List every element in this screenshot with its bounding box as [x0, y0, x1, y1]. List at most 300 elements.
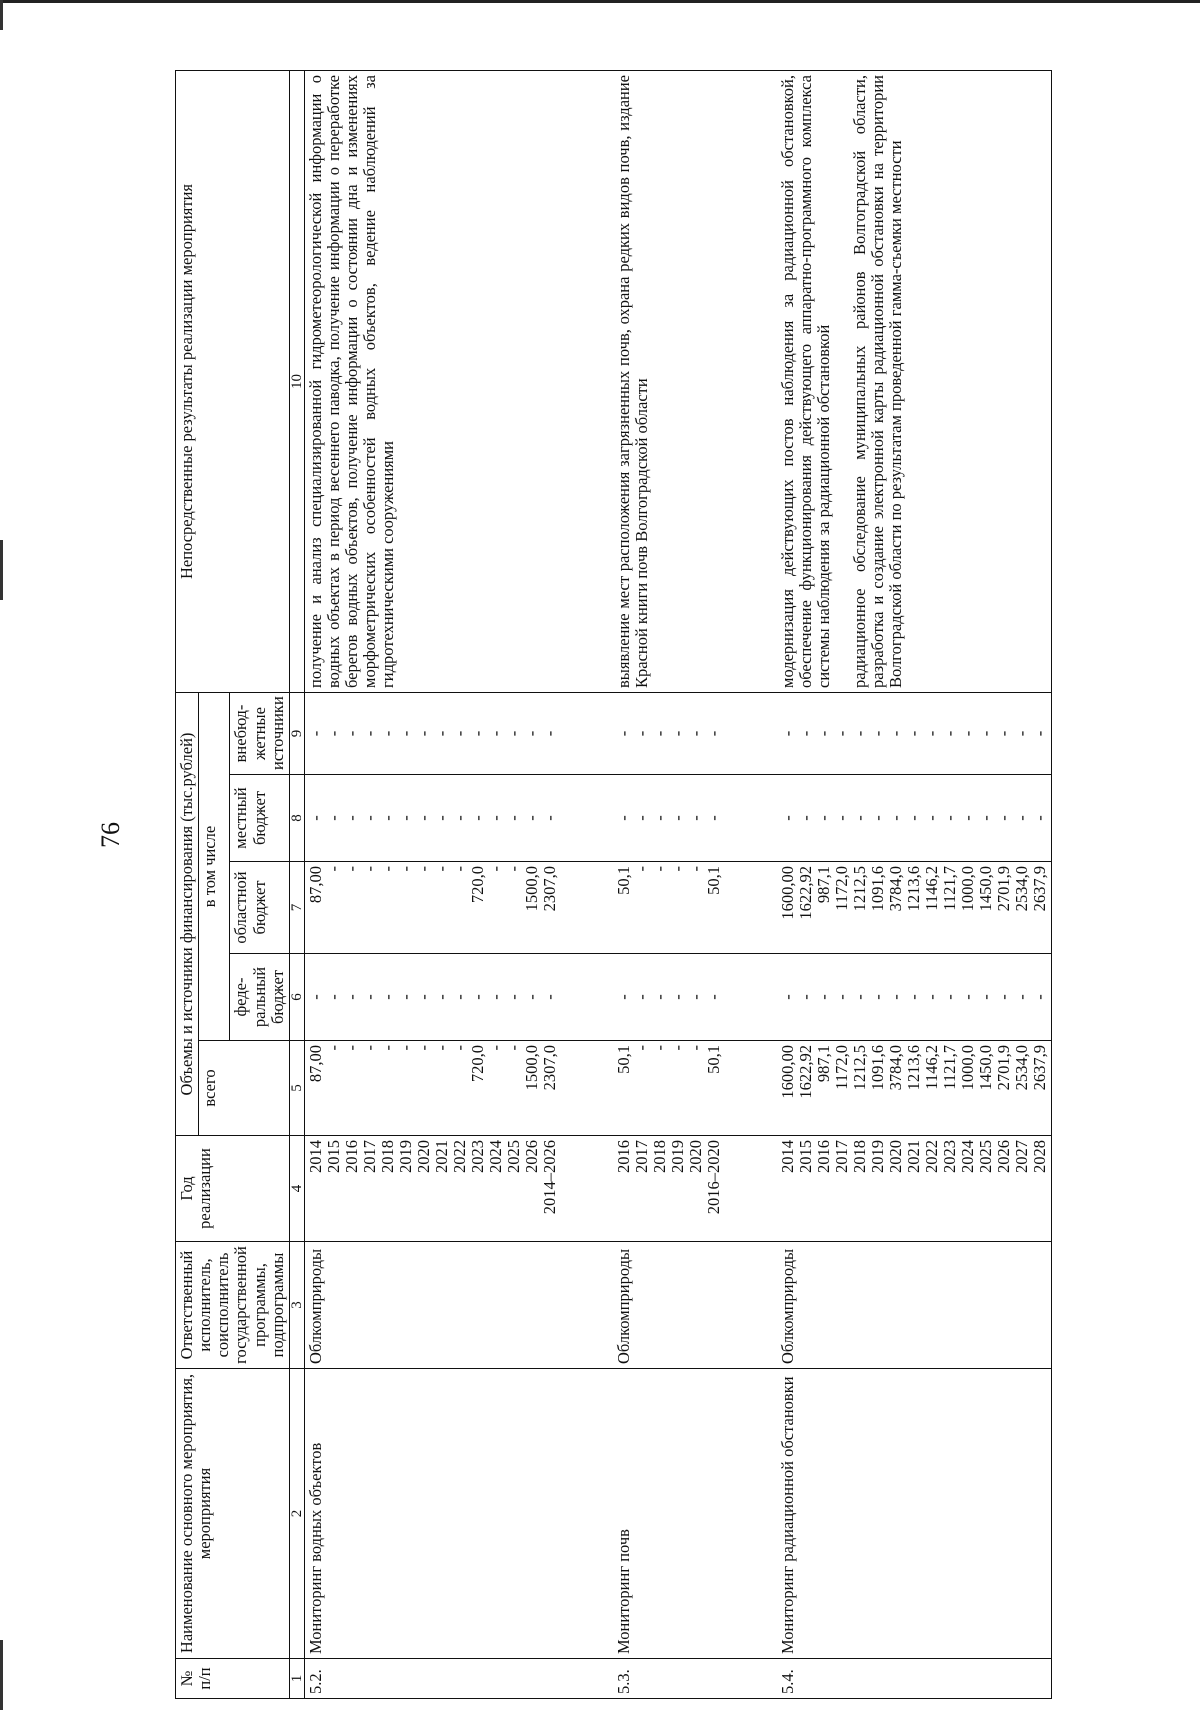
local-value: -: [413, 815, 433, 821]
total-value: -: [377, 1045, 397, 1051]
local-value: -: [685, 815, 705, 821]
federal-value: -: [449, 994, 469, 1000]
local-value: -: [305, 815, 325, 821]
year-value: 2020: [685, 1140, 705, 1173]
offbudget-value: -: [813, 730, 833, 737]
regional-value: 1091,6: [867, 866, 887, 912]
row-gap: [561, 71, 613, 1699]
total-value: -: [631, 1045, 651, 1051]
local-value: -: [957, 815, 977, 821]
offbudget-value: -: [413, 730, 433, 737]
federal-value: -: [777, 994, 797, 1000]
year-value: 2017: [631, 1140, 651, 1173]
header-name: Наименование основного мероприятия, мероприятия: [176, 1369, 290, 1659]
year-list: [615, 1140, 723, 1237]
offbudget-value: -: [359, 730, 379, 737]
local-value: -: [323, 815, 343, 821]
year-value: 2018: [377, 1140, 397, 1173]
local-value: -: [703, 815, 723, 821]
regional-value: 1622,92: [795, 866, 815, 920]
header-executor: Ответственный исполнитель, соисполнитель государственной программы, подпрограммы: [176, 1242, 290, 1369]
offbudget-value: -: [467, 730, 487, 737]
total-value: -: [431, 1045, 451, 1051]
federal-list: [615, 958, 723, 1036]
local-value: -: [377, 815, 397, 821]
federal-value: -: [1011, 994, 1031, 1000]
federal-value: -: [1029, 994, 1049, 1000]
year-value: 2022: [921, 1140, 941, 1173]
total-value: 2637,9: [1029, 1045, 1049, 1091]
header-results: Непосредственные результаты реализации мероприятия: [176, 71, 290, 693]
regional-value: 3784,0: [885, 866, 905, 912]
offbudget-value: -: [539, 730, 559, 737]
regional-value: 1146,2: [921, 866, 941, 911]
gap-cell: [561, 693, 613, 775]
offbudget-cell: [613, 693, 725, 775]
local-value: -: [467, 815, 487, 821]
total-value: -: [449, 1045, 469, 1051]
federal-value: -: [903, 994, 923, 1000]
column-number: 3: [289, 1242, 304, 1369]
year-value: 2026: [993, 1140, 1013, 1173]
local-value: -: [1011, 815, 1031, 821]
local-cell: [304, 775, 561, 862]
year-value: 2015: [323, 1140, 343, 1173]
federal-value: -: [795, 994, 815, 1000]
year-value: 2014–2026: [539, 1140, 559, 1215]
local-value: -: [539, 815, 559, 821]
total-value: -: [667, 1045, 687, 1051]
gap-cell: [561, 1369, 613, 1659]
total-value: 1622,92: [795, 1045, 815, 1099]
local-value: -: [431, 815, 451, 821]
year-value: 2017: [831, 1140, 851, 1173]
year-value: 2018: [849, 1140, 869, 1173]
result-cell: [304, 71, 561, 693]
scan-edge-tick: [0, 0, 3, 30]
total-value: -: [341, 1045, 361, 1051]
local-value: -: [885, 815, 905, 821]
federal-value: -: [703, 994, 723, 1000]
federal-value: -: [503, 994, 523, 1000]
local-list: [307, 779, 559, 857]
regional-value: -: [485, 866, 505, 872]
regional-list: [615, 866, 723, 949]
federal-value: -: [849, 994, 869, 1000]
offbudget-list: [307, 697, 559, 770]
year-value: 2025: [975, 1140, 995, 1173]
local-value: -: [521, 815, 541, 821]
regional-list: [779, 866, 1049, 949]
local-value: -: [485, 815, 505, 821]
offbudget-value: -: [867, 730, 887, 737]
federal-value: -: [649, 994, 669, 1000]
local-value: -: [359, 815, 379, 821]
offbudget-cell: [304, 693, 561, 775]
regional-value: -: [431, 866, 451, 872]
offbudget-value: -: [957, 730, 977, 737]
gap-cell: [725, 1659, 777, 1699]
year-list: [779, 1140, 1049, 1237]
executor-name: Облкомприроды: [613, 1242, 725, 1369]
federal-value: -: [813, 994, 833, 1000]
year-value: 2028: [1029, 1140, 1049, 1173]
local-value: -: [631, 815, 651, 821]
offbudget-value: -: [613, 730, 633, 737]
total-value: 1091,6: [867, 1045, 887, 1091]
year-value: 2016: [613, 1140, 633, 1173]
local-value: -: [921, 815, 941, 821]
gap-cell: [561, 1659, 613, 1699]
row-number: 5.4.: [777, 1659, 1052, 1699]
column-number: 7: [289, 862, 304, 954]
offbudget-value: -: [667, 730, 687, 737]
year-value: 2016: [341, 1140, 361, 1173]
local-value: -: [975, 815, 995, 821]
column-numbers-row: [289, 71, 304, 1699]
federal-value: -: [993, 994, 1013, 1000]
total-value: 1212,5: [849, 1045, 869, 1091]
offbudget-value: -: [341, 730, 361, 737]
gap-cell: [561, 862, 613, 954]
federal-value: -: [831, 994, 851, 1000]
offbudget-value: -: [831, 730, 851, 737]
regional-value: 1212,5: [849, 866, 869, 912]
gap-cell: [725, 71, 777, 693]
column-number: 9: [289, 693, 304, 775]
offbudget-value: -: [521, 730, 541, 737]
year-cell: [777, 1136, 1052, 1242]
offbudget-value: -: [903, 730, 923, 737]
local-value: -: [649, 815, 669, 821]
local-cell: [777, 775, 1052, 862]
column-number: 1: [289, 1659, 304, 1699]
offbudget-value: -: [993, 730, 1013, 737]
offbudget-list: [779, 697, 1049, 770]
local-value: -: [903, 815, 923, 821]
regional-value: -: [449, 866, 469, 872]
federal-cell: [304, 954, 561, 1041]
federal-value: -: [359, 994, 379, 1000]
total-value: 720,0: [467, 1045, 487, 1083]
result-text: радиационное обследование муниципальных районов Волгоградской области, разработка и создание электронной карты радиационной обстановки на территории Волгоградской области по результатам проведенной гамма-съемки местности: [849, 75, 905, 688]
federal-value: -: [975, 994, 995, 1000]
federal-list: [779, 958, 1049, 1036]
offbudget-list: [615, 697, 723, 770]
offbudget-value: -: [939, 730, 959, 737]
offbudget-value: -: [885, 730, 905, 737]
year-value: 2020: [885, 1140, 905, 1173]
federal-value: -: [341, 994, 361, 1000]
local-list: [615, 779, 723, 857]
regional-value: 2307,0: [539, 866, 559, 912]
year-value: 2020: [413, 1140, 433, 1173]
regional-value: 2534,0: [1011, 866, 1031, 912]
top-scan-edge: [0, 0, 1200, 3]
column-number: 5: [289, 1041, 304, 1136]
gap-cell: [725, 1136, 777, 1242]
year-value: 2023: [939, 1140, 959, 1173]
year-value: 2021: [903, 1140, 923, 1173]
header-no: № п/п: [176, 1659, 290, 1699]
year-cell: [304, 1136, 561, 1242]
federal-value: -: [685, 994, 705, 1000]
offbudget-value: -: [377, 730, 397, 737]
federal-value: -: [867, 994, 887, 1000]
row-number: 5.2.: [304, 1659, 561, 1699]
page-number: 76: [96, 822, 125, 848]
federal-value: -: [667, 994, 687, 1000]
regional-value: -: [341, 866, 361, 872]
gap-cell: [561, 71, 613, 693]
column-number: 10: [289, 71, 304, 693]
total-list: [307, 1045, 559, 1131]
year-value: 2025: [503, 1140, 523, 1173]
regional-value: 2701,9: [993, 866, 1013, 912]
federal-value: -: [539, 994, 559, 1000]
gap-cell: [561, 1136, 613, 1242]
year-value: 2024: [957, 1140, 977, 1173]
total-value: 1500,0: [521, 1045, 541, 1091]
local-value: -: [993, 815, 1013, 821]
gap-cell: [725, 693, 777, 775]
column-number: 2: [289, 1369, 304, 1659]
offbudget-value: -: [975, 730, 995, 737]
year-value: 2021: [431, 1140, 451, 1173]
regional-value: 50,1: [613, 866, 633, 895]
total-value: -: [685, 1045, 705, 1051]
gap-cell: [725, 1369, 777, 1659]
offbudget-value: -: [395, 730, 415, 737]
year-value: 2014: [305, 1140, 325, 1173]
year-value: 2019: [395, 1140, 415, 1173]
year-value: 2019: [867, 1140, 887, 1173]
offbudget-value: -: [649, 730, 669, 737]
total-value: 1146,2: [921, 1045, 941, 1090]
federal-value: -: [957, 994, 977, 1000]
executor-name: Облкомприроды: [304, 1242, 561, 1369]
total-value: 1600,00: [777, 1045, 797, 1099]
gap-cell: [725, 862, 777, 954]
regional-value: -: [395, 866, 415, 872]
total-value: 87,00: [305, 1045, 325, 1083]
local-value: -: [613, 815, 633, 821]
gap-cell: [561, 954, 613, 1041]
table-body: [304, 71, 1051, 1699]
federal-value: -: [939, 994, 959, 1000]
federal-value: -: [323, 994, 343, 1000]
federal-value: -: [305, 994, 325, 1000]
year-value: 2016–2020: [703, 1140, 723, 1215]
column-number: 6: [289, 954, 304, 1041]
total-value: 1213,6: [903, 1045, 923, 1091]
offbudget-value: -: [685, 730, 705, 737]
scan-edge-tick: [0, 540, 3, 600]
federal-value: -: [885, 994, 905, 1000]
regional-value: 1500,0: [521, 866, 541, 912]
total-value: -: [649, 1045, 669, 1051]
regional-value: 1600,00: [777, 866, 797, 920]
local-value: -: [1029, 815, 1049, 821]
gap-cell: [561, 1041, 613, 1136]
federal-value: -: [431, 994, 451, 1000]
offbudget-value: -: [323, 730, 343, 737]
measure-name: Мониторинг почв: [613, 1369, 725, 1659]
column-number: 4: [289, 1136, 304, 1242]
measure-name: Мониторинг радиационной обстановки: [777, 1369, 1052, 1659]
total-value: 2307,0: [539, 1045, 559, 1091]
regional-value: -: [377, 866, 397, 872]
year-cell: [613, 1136, 725, 1242]
offbudget-value: -: [777, 730, 797, 737]
federal-value: -: [485, 994, 505, 1000]
header-regional: областной бюджет: [230, 862, 289, 954]
table-row: [304, 71, 561, 1699]
scan-edge-tick: [0, 1640, 3, 1710]
total-value: 2534,0: [1011, 1045, 1031, 1091]
offbudget-value: -: [795, 730, 815, 737]
regional-value: -: [503, 866, 523, 872]
regional-list: [307, 866, 559, 949]
local-value: -: [939, 815, 959, 821]
federal-value: -: [631, 994, 651, 1000]
local-value: -: [867, 815, 887, 821]
regional-value: -: [359, 866, 379, 872]
regional-value: 87,00: [305, 866, 325, 904]
federal-value: -: [395, 994, 415, 1000]
total-list: [615, 1045, 723, 1131]
year-value: 2019: [667, 1140, 687, 1173]
regional-value: 1172,0: [831, 866, 851, 911]
offbudget-value: -: [631, 730, 651, 737]
local-value: -: [813, 815, 833, 821]
regional-value: 50,1: [703, 866, 723, 895]
local-value: -: [849, 815, 869, 821]
regional-value: -: [649, 866, 669, 872]
year-value: 2018: [649, 1140, 669, 1173]
offbudget-value: -: [1029, 730, 1049, 737]
header-funding-group: Объемы и источники финансирования (тыс.рублей): [176, 693, 199, 1136]
total-value: 1450,0: [975, 1045, 995, 1091]
regional-value: -: [631, 866, 651, 872]
row-gap: [725, 71, 777, 1699]
federal-cell: [613, 954, 725, 1041]
year-value: 2024: [485, 1140, 505, 1173]
federal-list: [307, 958, 559, 1036]
column-number: 8: [289, 775, 304, 862]
total-cell: [304, 1041, 561, 1136]
local-value: -: [395, 815, 415, 821]
regional-value: 1213,6: [903, 866, 923, 912]
total-value: 50,1: [703, 1045, 723, 1074]
executor-name: Облкомприроды: [777, 1242, 1052, 1369]
total-cell: [777, 1041, 1052, 1136]
table-row: [777, 71, 1052, 1699]
regional-value: -: [685, 866, 705, 872]
rotated-table-frame: [175, 71, 1115, 1699]
year-value: 2015: [795, 1140, 815, 1173]
regional-value: 720,0: [467, 866, 487, 904]
year-value: 2027: [1011, 1140, 1031, 1173]
gap-cell: [725, 954, 777, 1041]
total-value: 1172,0: [831, 1045, 851, 1090]
table-row: [613, 71, 725, 1699]
gap-cell: [725, 775, 777, 862]
regional-value: -: [413, 866, 433, 872]
regional-cell: [613, 862, 725, 954]
row-number: 5.3.: [613, 1659, 725, 1699]
header-federal: феде-ральный бюджет: [230, 954, 289, 1041]
result-text: выявление мест расположения загрязненных почв, охрана редких видов почв, издание Красной книги почв Волгоградской области: [613, 75, 651, 688]
year-value: 2022: [449, 1140, 469, 1173]
regional-value: 2637,9: [1029, 866, 1049, 912]
measure-name: Мониторинг водных объектов: [304, 1369, 561, 1659]
offbudget-value: -: [921, 730, 941, 737]
total-value: -: [413, 1045, 433, 1051]
federal-value: -: [613, 994, 633, 1000]
year-value: 2026: [521, 1140, 541, 1173]
total-value: 50,1: [613, 1045, 633, 1074]
offbudget-value: -: [449, 730, 469, 737]
total-value: 987,1: [813, 1045, 833, 1083]
regional-value: -: [667, 866, 687, 872]
gap-cell: [561, 1242, 613, 1369]
total-value: 1000,0: [957, 1045, 977, 1091]
total-value: -: [323, 1045, 343, 1051]
gap-cell: [725, 1041, 777, 1136]
regional-value: 1000,0: [957, 866, 977, 912]
total-list: [779, 1045, 1049, 1131]
gap-cell: [561, 775, 613, 862]
result-cell: [613, 71, 725, 693]
offbudget-value: -: [503, 730, 523, 737]
result-cell: [777, 71, 1052, 693]
table-header: [176, 71, 305, 1699]
regional-cell: [777, 862, 1052, 954]
year-value: 2017: [359, 1140, 379, 1173]
local-value: -: [449, 815, 469, 821]
federal-cell: [777, 954, 1052, 1041]
regional-cell: [304, 862, 561, 954]
regional-value: 987,1: [813, 866, 833, 904]
federal-value: -: [521, 994, 541, 1000]
offbudget-value: -: [849, 730, 869, 737]
total-value: 2701,9: [993, 1045, 1013, 1091]
offbudget-value: -: [431, 730, 451, 737]
regional-value: 1121,7: [939, 866, 959, 911]
header-year: Год реализации: [176, 1136, 290, 1242]
header-offbudget: внебюд-жетные источники: [230, 693, 289, 775]
local-list: [779, 779, 1049, 857]
offbudget-value: -: [305, 730, 325, 737]
federal-value: -: [921, 994, 941, 1000]
year-value: 2016: [813, 1140, 833, 1173]
federal-value: -: [467, 994, 487, 1000]
year-list: [307, 1140, 559, 1237]
year-value: 2014: [777, 1140, 797, 1173]
offbudget-cell: [777, 693, 1052, 775]
regional-value: -: [323, 866, 343, 872]
total-value: 3784,0: [885, 1045, 905, 1091]
regional-value: 1450,0: [975, 866, 995, 912]
local-value: -: [667, 815, 687, 821]
local-value: -: [341, 815, 361, 821]
total-value: -: [485, 1045, 505, 1051]
total-value: -: [359, 1045, 379, 1051]
offbudget-value: -: [1011, 730, 1031, 737]
funding-table: [175, 70, 1052, 1699]
total-value: -: [395, 1045, 415, 1051]
